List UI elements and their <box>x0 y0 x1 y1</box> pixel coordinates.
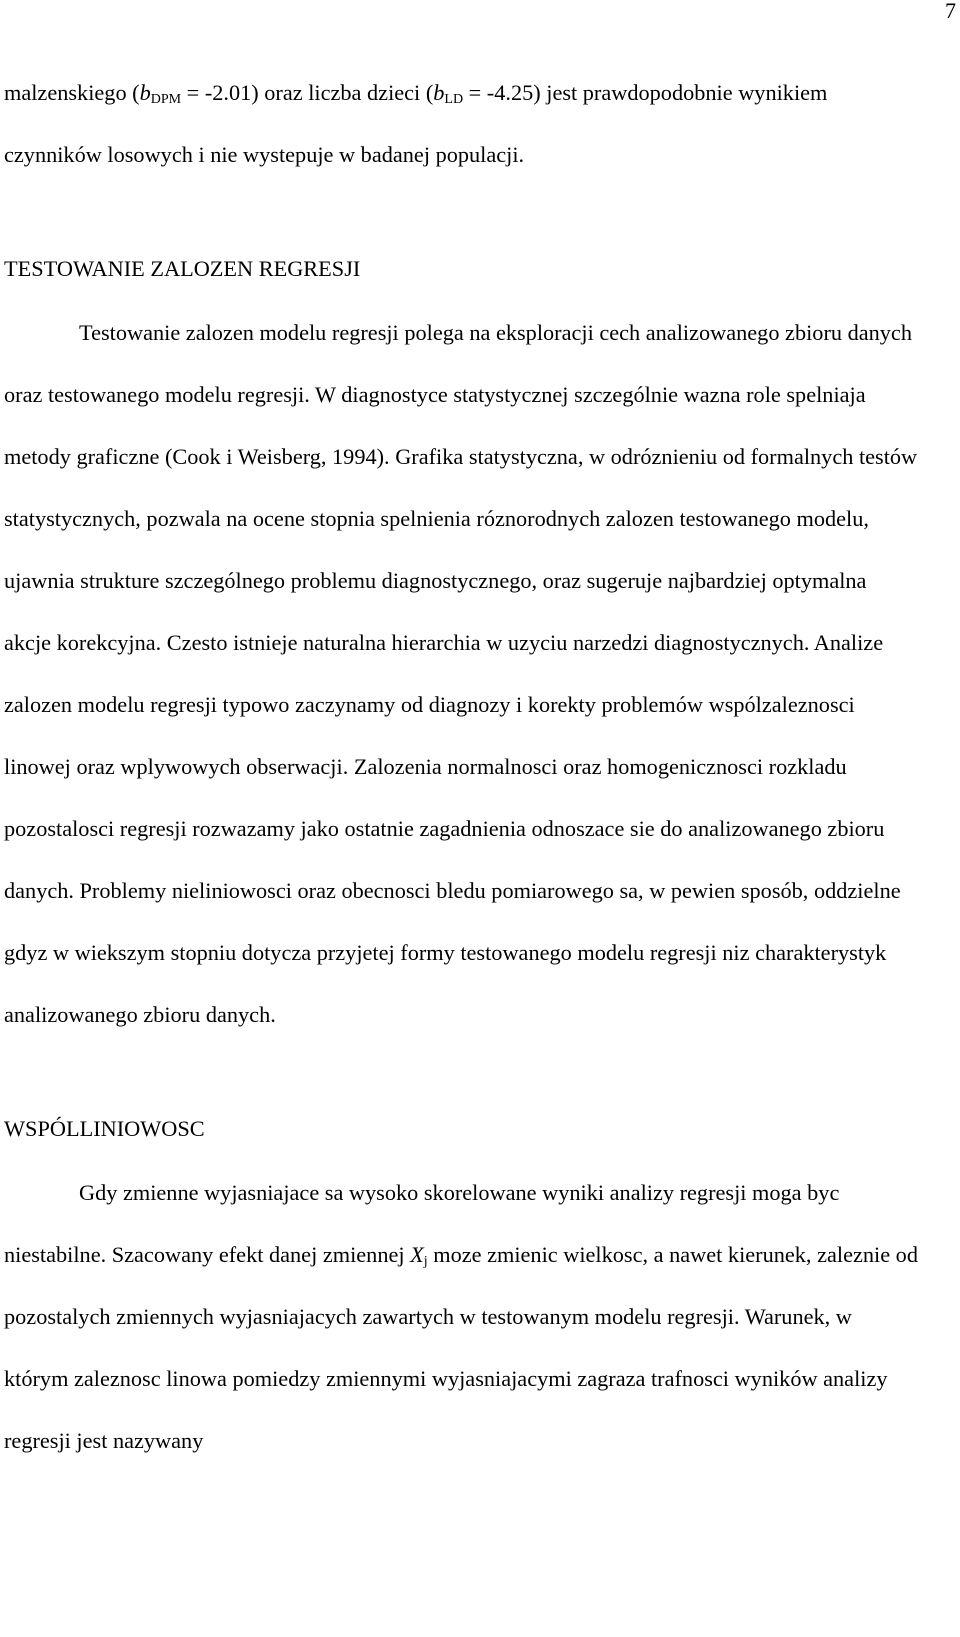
document-body <box>4 62 919 1472</box>
intro-text-3: = -4.25) jest prawdopodobnie wynikiem czynników losowych i nie wystepuje w badanej populacji. <box>4 80 828 167</box>
subscript-ld: LD <box>444 92 464 107</box>
intro-paragraph <box>4 62 919 186</box>
section-heading-assumptions: TESTOWANIE ZALOZEN REGRESJI <box>4 256 361 281</box>
variable-x: X <box>410 1242 424 1267</box>
paragraph-collinearity <box>4 1162 919 1472</box>
subscript-dpm: DPM <box>150 92 182 107</box>
collinearity-text-2: moze zmienic wielkosc, a nawet kierunek, zaleznie od pozostalych zmiennych wyjasniajacych zawartych w testowanym modelu regresji. Warunek, w którym zaleznosc linowa pomiedzy zmiennymi wyjasniajacymi zagraza trafnosci wyników analizy regresji jest nazywany <box>4 1242 918 1453</box>
section-heading-collinearity: WSPÓLLINIOWOSC <box>4 1116 205 1141</box>
intro-text-1: malzenskiego ( <box>4 80 140 105</box>
page-number: 7 <box>945 0 956 23</box>
subscript-j: j <box>423 1254 428 1269</box>
paragraph-assumptions: Testowanie zalozen modelu regresji polega na eksploracji cech analizowanego zbioru danych oraz testowanego modelu regresji. W diagnostyce statystycznej szczególnie wazna role spelniaja metody graficzne (Cook i Weisberg, 1994). Grafika statystyczna, w odróznieniu od formalnych testów statystycznych, pozwala na ocene stopnia spelnienia róznorodnych zalozen testowanego modelu, ujawnia strukture szczególnego problemu diagnostycznego, oraz sugeruje najbardziej optymalna akcje korekcyjna. Czesto istnieje naturalna hierarchia w uzyciu narzedzi diagnostycznych. Analize zalozen modelu regresji typowo zaczynamy od diagnozy i korekty problemów wspólzaleznosci linowej oraz wplywowych obserwacji. Zalozenia normalnosci oraz homogenicznosci rozkladu pozostalosci regresji rozwazamy jako ostatnie zagadnienia odnoszace sie do analizowanego zbioru danych. Problemy nieliniowosci oraz obecnosci bledu pomiarowego sa, w pewien sposób, oddzielne gdyz w wiekszym stopniu dotycza przyjetej formy testowanego modelu regresji niz charakterystyk analizowanego zbioru danych. <box>4 320 918 1027</box>
coefficient-b-ld: b <box>433 80 445 105</box>
coefficient-b-dpm: b <box>139 80 151 105</box>
collinearity-text-1: Gdy zmienne wyjasniajace sa wysoko skorelowane wyniki analizy regresji moga byc niestabilne. Szacowany efekt danej zmiennej <box>4 1180 840 1267</box>
intro-text-2: = -2.01) oraz liczba dzieci ( <box>181 80 434 105</box>
